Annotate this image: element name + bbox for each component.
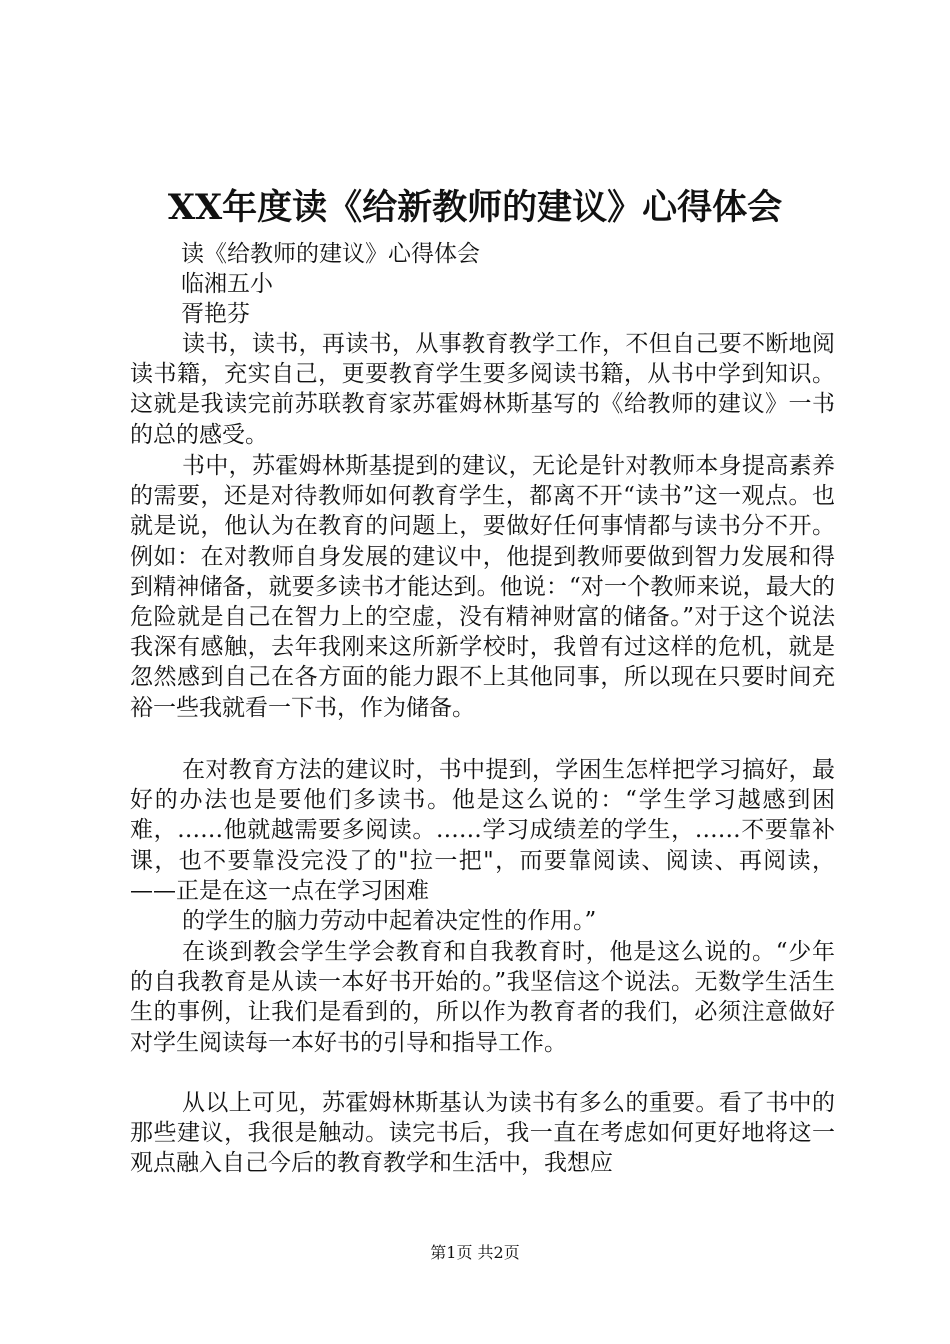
author-name: 胥艳芬	[181, 301, 250, 327]
paragraph-5: 从以上可见，苏霍姆林斯基认为读书有多么的重要。看了书中的那些建议，我很是触动。读完书后，我一直在考虑如何更好地将这一观点融入自己今后的教育教学和生活中，我想应	[130, 1090, 835, 1177]
page-footer: 第1页 共2页	[430, 1243, 520, 1262]
paragraph-4: 在谈到教会学生学会教育和自我教育时，他是这么说的。“少年的自我教育是从读一本好书开始的。”我坚信这个说法。无数学生活生生的事例，让我们是看到的，所以作为教育者的我们，必须注意做好对学生阅读每一本好书的引导和指导工作。	[130, 939, 835, 1056]
subtitle: 读《给教师的建议》心得体会	[181, 241, 480, 267]
paragraph-2: 书中，苏霍姆林斯基提到的建议，无论是针对教师本身提高素养的需要，还是对待教师如何教育学生，都离不开“读书”这一观点。也就是说，他认为在教育的问题上，要做好任何事情都与读书分不开。例如：在对教师自身发展的建议中，他提到教师要做到智力发展和得到精神储备，就要多读书才能达到。他说：“对一个教师来说，最大的危险就是自己在智力上的空虚，没有精神财富的储备。”对于这个说法我深有感触，去年我刚来这所新学校时，我曾有过这样的危机，就是忽然感到自己在各方面的能力跟不上其他同事，所以现在只要时间充裕一些我就看一下书，作为储备。	[130, 453, 835, 721]
document-title: XX年度读《给新教师的建议》心得体会	[167, 187, 783, 228]
school-name: 临湘五小	[181, 271, 273, 297]
paragraph-1: 读书，读书，再读书，从事教育教学工作，不但自己要不断地阅读书籍，充实自己，更要教育学生要多阅读书籍，从书中学到知识。这就是我读完前苏联教育家苏霍姆林斯基写的《给教师的建议》一书的总的感受。	[130, 331, 835, 448]
paragraph-3-continued: 的学生的脑力劳动中起着决定性的作用。”	[182, 908, 597, 934]
paragraph-3: 在对教育方法的建议时，书中提到，学困生怎样把学习搞好，最好的办法也是要他们多读书。他是这么说的：“学生学习越感到困难，……他就越需要多阅读。……学习成绩差的学生，……不要靠补课，也不要靠没完没了的"拉一把"，而要靠阅读、阅读、再阅读，——正是在这一点在学习困难	[130, 757, 835, 904]
